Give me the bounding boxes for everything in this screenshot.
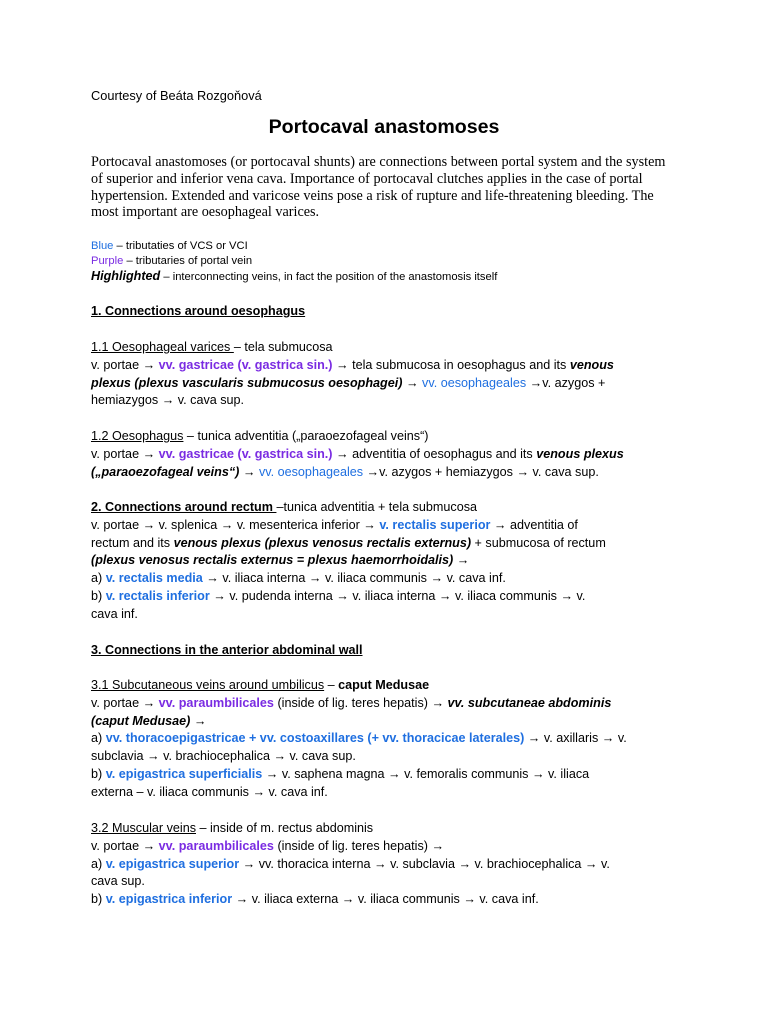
- section-1-heading: 1. Connections around oesophagus: [91, 304, 306, 318]
- section-1-2: [91, 428, 676, 481]
- text-line: v. portae → v. splenica → v. mesenterica inferior → v. rectalis superior → adventitia of: [91, 517, 578, 532]
- page-title: Portocaval anastomoses: [268, 116, 500, 138]
- section-2: [91, 499, 676, 624]
- text-line: a) v. epigastrica superior → vv. thoracica interna → v. subclavia → v. brachiocephalica → v.: [91, 856, 610, 871]
- text-line: externa – v. iliaca communis → v. cava inf.: [91, 784, 328, 799]
- section-3-heading: 3. Connections in the anterior abdominal wall: [91, 643, 363, 657]
- section-1-1: [91, 339, 676, 410]
- subsection-title: 1.2 Oesophagus – tunica adventitia („paraoezofageal veins“): [91, 429, 429, 443]
- text-line: b) v. epigastrica inferior → v. iliaca externa → v. iliaca communis → v. cava inf.: [91, 892, 539, 907]
- subsection-title: 3.1 Subcutaneous veins around umbilicus – caput Medusae: [91, 678, 430, 692]
- legend: [91, 239, 676, 285]
- text-line: plexus (plexus vascularis submucosus oesophagei) → vv. oesophageales →v. azygos +: [91, 375, 606, 390]
- text-line: v. portae → vv. paraumbilicales (inside of lig. teres hepatis) → vv. subcutaneae abdominis: [91, 695, 612, 710]
- subsection-title: 1.1 Oesophageal varices – tela submucosa: [91, 340, 333, 354]
- text-line: v. portae → vv. gastricae (v. gastrica sin.) → adventitia of oesophagus and its venous plexus: [91, 446, 624, 461]
- courtesy-line: Courtesy of Beáta Rozgoňová: [91, 88, 262, 103]
- text-line: cava sup.: [91, 874, 145, 889]
- legend-purple: Purple – tributaries of portal vein: [91, 255, 253, 267]
- legend-highlighted: Highlighted – interconnecting veins, in fact the position of the anastomosis itself: [91, 269, 498, 283]
- text-line: (plexus venosus rectalis externus = plexus haemorrhoidalis) →: [91, 553, 470, 568]
- text-line: cava inf.: [91, 606, 138, 621]
- text-line: v. portae → vv. paraumbilicales (inside of lig. teres hepatis) →: [91, 838, 445, 853]
- text-line: b) v. epigastrica superficialis → v. saphena magna → v. femoralis communis → v. iliaca: [91, 766, 590, 781]
- text-line: rectum and its venous plexus (plexus venosus rectalis externus) + submucosa of rectum: [91, 535, 606, 550]
- text-line: a) v. rectalis media → v. iliaca interna → v. iliaca communis → v. cava inf.: [91, 571, 506, 586]
- subsection-title: 3.2 Muscular veins – inside of m. rectus abdominis: [91, 821, 374, 835]
- intro-paragraph: Portocaval anastomoses (or portocaval shunts) are connections between portal system and the system of superior and inferior vena cava. Importance of portocaval clutches applies in the case of portal hypertension. Extended and varicose veins pose a risk of rupture and life-threatening bleeding. The most important are oesophageal varices.: [91, 154, 666, 221]
- text-line: v. portae → vv. gastricae (v. gastrica sin.) → tela submucosa in oesophagus and its venous: [91, 357, 614, 372]
- text-line: („paraoezofageal veins“) → vv. oesophageales →v. azygos + hemiazygos → v. cava sup.: [91, 464, 599, 479]
- text-line: subclavia → v. brachiocephalica → v. cava sup.: [91, 749, 356, 764]
- text-line: hemiazygos → v. cava sup.: [91, 393, 245, 408]
- legend-blue: Blue – tributaties of VCS or VCI: [91, 240, 248, 252]
- text-line: (caput Medusae) →: [91, 713, 207, 728]
- section-3-2: [91, 820, 676, 909]
- text-line: b) v. rectalis inferior → v. pudenda interna → v. iliaca interna → v. iliaca communis → v.: [91, 588, 586, 603]
- section-3-1: [91, 677, 676, 802]
- text-line: a) vv. thoracoepigastricae + vv. costoaxillares (+ vv. thoracicae laterales) → v. axillaris → v.: [91, 731, 627, 746]
- section-2-heading: 2. Connections around rectum –tunica adventitia + tela submucosa: [91, 500, 478, 514]
